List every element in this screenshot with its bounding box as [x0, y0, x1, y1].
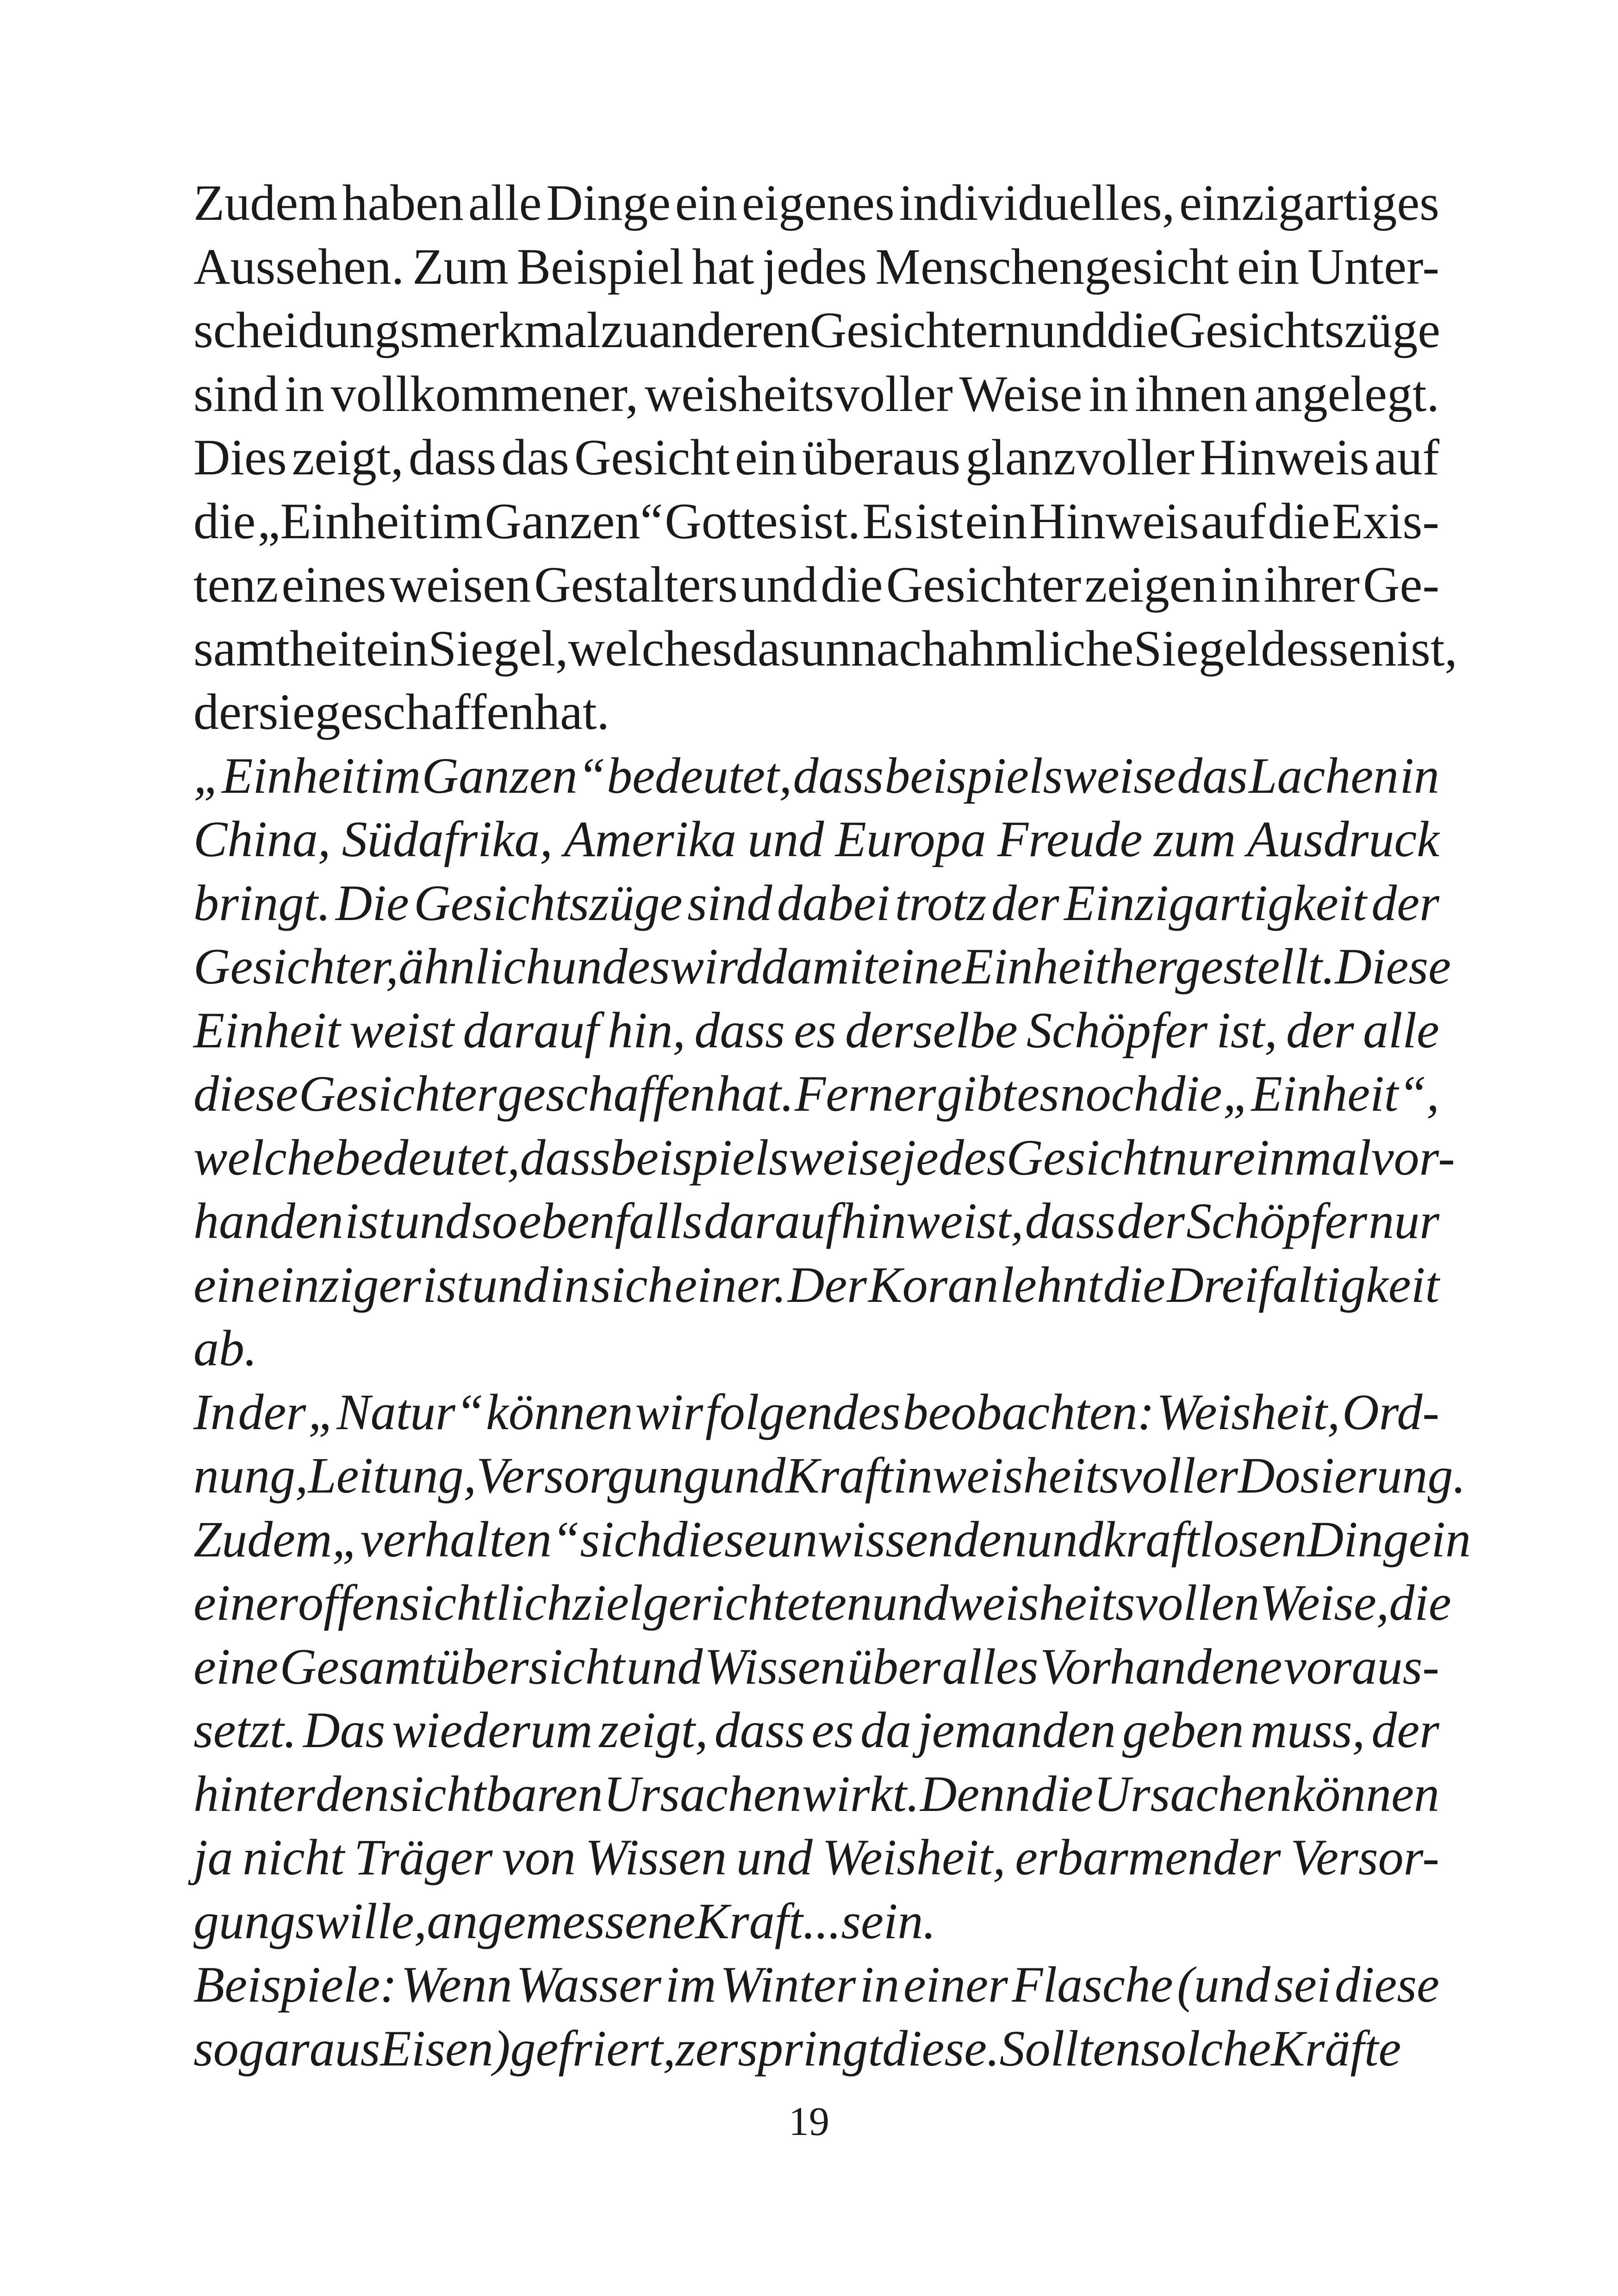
text-line: Einheit weist darauf hin, dass es derselbe Schöpfer ist, der alle — [193, 1002, 1439, 1058]
text-line: sind in vollkommener, weisheitsvoller Weise in ihnen angelegt. — [193, 365, 1439, 422]
text-line: „Einheit im Ganzen“ bedeutet, dass beispielsweise das Lachen in — [193, 747, 1439, 804]
text-line: diese Gesichter geschaffen hat. Ferner gibt es noch die „Einheit“, — [193, 1065, 1439, 1122]
text-line: Gesichter, ähnlich und es wird damit eine Einheit hergestellt. Diese — [193, 938, 1451, 995]
text-line: ja nicht Träger von Wissen und Weisheit, erbarmender Versor- — [193, 1829, 1439, 1885]
text-line: einer offensichtlich zielgerichteten und weisheitsvollen Weise, die — [193, 1574, 1451, 1631]
text-line: bringt. Die Gesichtszüge sind dabei trotz der Einzigartigkeit der — [193, 874, 1439, 931]
text-line: hinter den sichtbaren Ursachen wirkt. Denn die Ursachen können — [193, 1765, 1439, 1822]
text-line: ein einziger ist und in sich einer. Der Koran lehnt die Dreifaltigkeit — [193, 1256, 1439, 1313]
paragraph — [193, 744, 1455, 1381]
text-line: Aussehen. Zum Beispiel hat jedes Menschengesicht ein Unter- — [193, 238, 1439, 295]
text-line: Zudem haben alle Dinge ein eigenes individuelles, einzigartiges — [193, 174, 1439, 231]
paragraph — [193, 1381, 1471, 1954]
page-number: 19 — [789, 2099, 829, 2144]
text-line: samtheit ein Siegel, welches das unnachahmliche Siegel dessen ist, — [193, 620, 1457, 677]
body-text — [193, 171, 1471, 2080]
text-line: In der „Natur“ können wir folgendes beobachten: Weisheit, Ord- — [193, 1383, 1439, 1440]
text-line: ab. — [193, 1320, 257, 1376]
paragraph — [193, 1953, 1439, 2080]
text-line: scheidungsmerkmal zu anderen Gesichtern und die Gesichtszüge — [193, 302, 1441, 358]
text-line: eine Gesamtübersicht und Wissen über alles Vorhandene voraus- — [193, 1638, 1439, 1695]
text-line: setzt. Das wiederum zeigt, dass es da jemanden geben muss, der — [193, 1702, 1439, 1758]
text-line: die „Einheit im Ganzen“ Gottes ist. Es ist ein Hinweis auf die Exis- — [193, 492, 1439, 549]
text-line: welche bedeutet, dass beispielsweise jedes Gesicht nur einmal vor- — [193, 1129, 1455, 1186]
text-line: Zudem „verhalten“ sich diese unwissenden und kraftlosen Dinge in — [193, 1511, 1471, 1568]
text-line: der sie geschaffen hat. — [193, 684, 610, 740]
text-line: handen ist und so ebenfalls darauf hinweist, dass der Schöpfer nur — [193, 1193, 1439, 1249]
text-line: sogar aus Eisen) gefriert, zerspringt diese. Sollten solche Kräfte — [193, 2020, 1401, 2077]
text-line: China, Südafrika, Amerika und Europa Freude zum Ausdruck — [193, 811, 1439, 867]
paragraph — [193, 171, 1457, 744]
text-line: Beispiele: Wenn Wasser im Winter in einer Flasche (und sei diese — [193, 1956, 1439, 2013]
text-line: Dies zeigt, dass das Gesicht ein überaus glanzvoller Hinweis auf — [193, 429, 1439, 485]
text-line: gungswille, angemessene Kraft ... sein. — [193, 1892, 936, 1949]
text-line: nung, Leitung, Versorgung und Kraft in weisheitsvoller Dosierung. — [193, 1447, 1466, 1504]
text-line: tenz eines weisen Gestalters und die Gesichter zeigen in ihrer Ge- — [193, 556, 1439, 613]
